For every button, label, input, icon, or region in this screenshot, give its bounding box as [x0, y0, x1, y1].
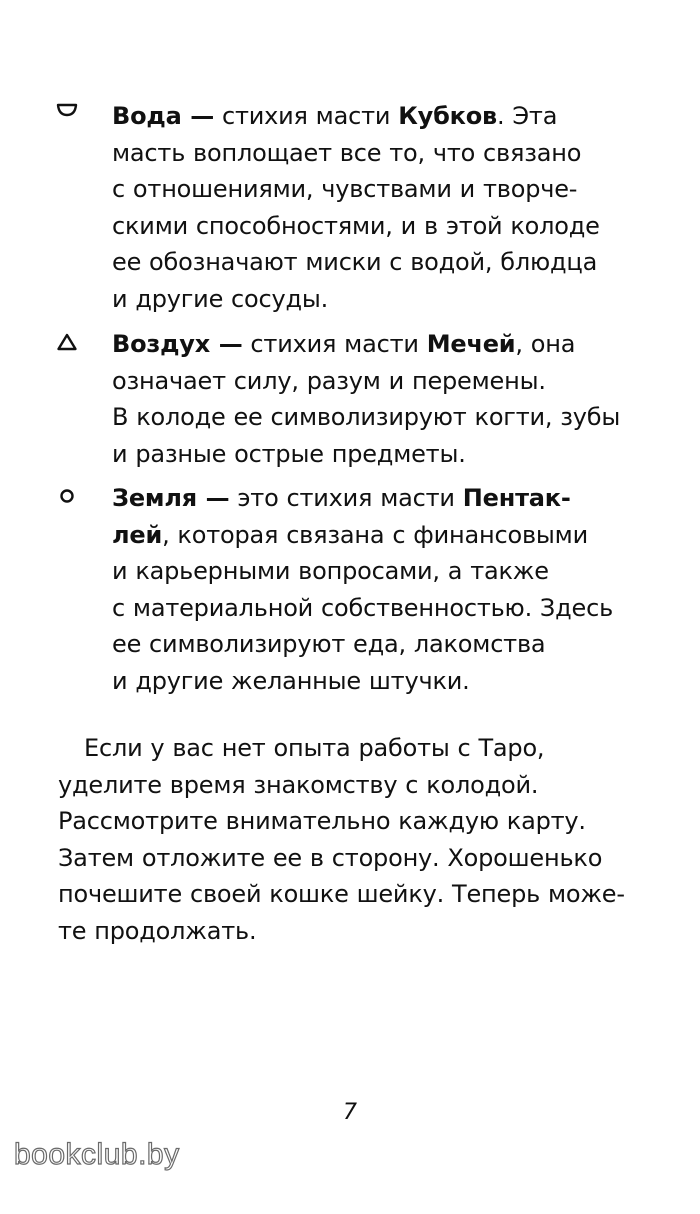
text-segment: это стихия масти	[229, 484, 463, 512]
entry-line: и другие желанные штучки.	[112, 666, 470, 695]
paragraph-line: те продолжать.	[58, 916, 257, 945]
suit-name: Пентак-	[462, 484, 571, 512]
entry-text	[112, 98, 632, 318]
element-name: Воздух —	[112, 330, 243, 358]
page-number: 7	[343, 1100, 357, 1125]
entry-line	[112, 326, 632, 363]
triangle-icon	[56, 332, 84, 360]
text-segment: , она	[515, 330, 576, 358]
element-name: Вода —	[112, 102, 215, 130]
entry-line: с отношениями, чувствами и творче-	[112, 175, 578, 204]
entry-line: с материальной собственностью. Здесь	[112, 593, 614, 622]
text-segment: , которая связана с финансовыми	[162, 520, 588, 549]
suit-name: Кубков	[398, 102, 497, 130]
entry-line: ее символизируют еда, лакомства	[112, 630, 546, 659]
element-name: Земля —	[112, 484, 230, 512]
paragraph-line: почешите своей кошке шейку. Теперь може-	[58, 880, 625, 909]
entry-line	[112, 98, 632, 135]
entry-line: масть воплощает все то, что связано	[112, 138, 582, 167]
entry-text	[112, 326, 632, 472]
text-segment: . Эта	[497, 102, 558, 130]
paragraph-line: Если у вас нет опыта работы с Таро,	[84, 734, 545, 762]
circle-icon	[56, 486, 84, 514]
text-segment: стихия масти	[242, 330, 427, 358]
cup-icon	[56, 102, 84, 130]
entry-line: и разные острые предметы.	[112, 439, 466, 468]
body-paragraph	[58, 730, 625, 950]
paragraph-line: уделите время знакомству с колодой.	[58, 770, 539, 799]
entry-line: ее обозначают миски с водой, блюдца	[112, 248, 598, 277]
text-segment: стихия масти	[214, 102, 399, 130]
entry-line	[112, 517, 632, 554]
entry-line: В колоде ее символизируют когти, зубы	[112, 403, 621, 432]
suit-name: Мечей	[426, 330, 516, 358]
paragraph-line: Рассмотрите внимательно каждую карту.	[58, 807, 586, 836]
paragraph-line: Затем отложите ее в сторону. Хорошенько	[58, 843, 603, 872]
suit-name: лей	[112, 520, 163, 549]
watermark: bookclub.by	[14, 1138, 180, 1171]
entry-line	[112, 480, 632, 517]
entry-text	[112, 480, 632, 700]
entry-line: и другие сосуды.	[112, 284, 329, 313]
entry-line: означает силу, разум и перемены.	[112, 366, 546, 395]
entry-line: скими способностями, и в этой колоде	[112, 211, 600, 240]
entry-line: и карьерными вопросами, а также	[112, 557, 549, 586]
